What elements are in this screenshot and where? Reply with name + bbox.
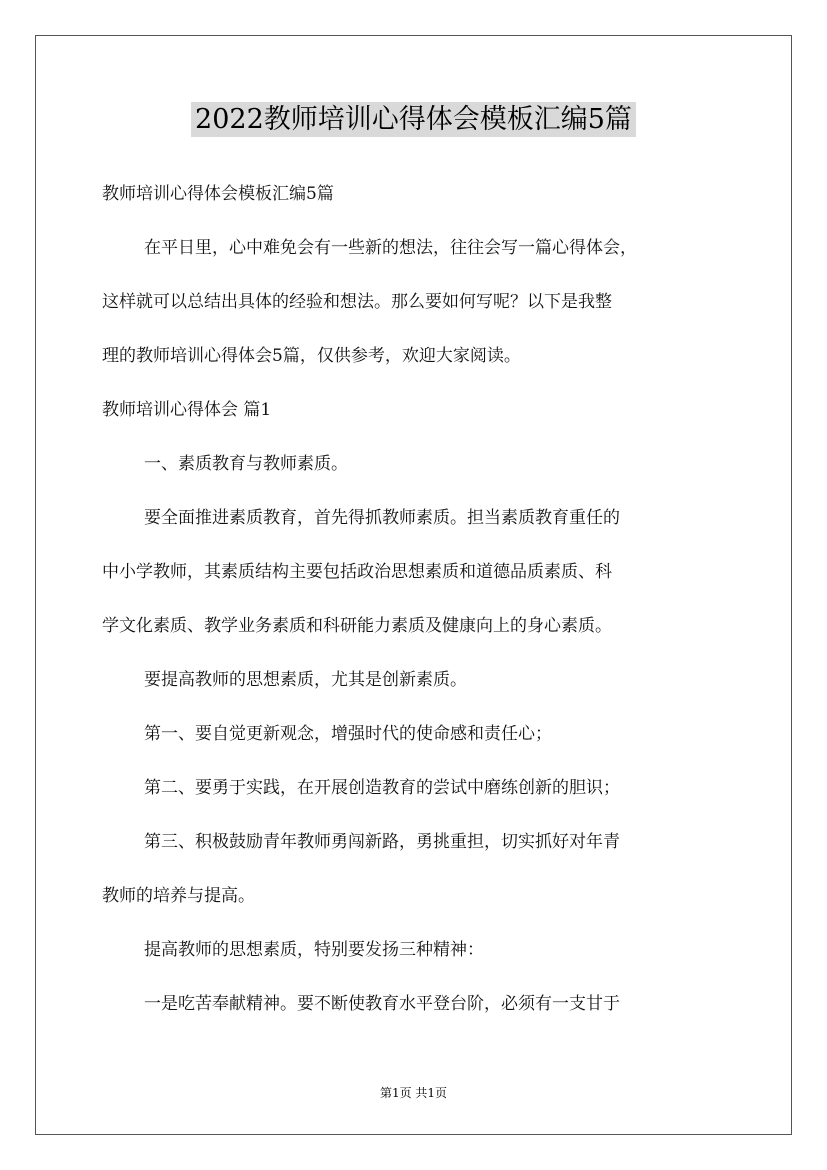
paragraph-line: 一是吃苦奉献精神。要不断使教育水平登台阶，必须有一支甘于 xyxy=(144,994,620,1014)
subtitle-line: 教师培训心得体会模板汇编5篇 xyxy=(102,184,334,204)
paragraph-line: 在平日里，心中难免会有一些新的想法，往往会写一篇心得体会， xyxy=(144,238,637,258)
page-footer: 第1页 共1页 xyxy=(379,1086,448,1100)
paragraph-line: 一、素质教育与教师素质。 xyxy=(144,454,348,474)
paragraph-line: 中小学教师，其素质结构主要包括政治思想素质和道德品质素质、科 xyxy=(102,562,612,582)
paragraph-line: 第一、要自觉更新观念，增强时代的使命感和责任心； xyxy=(144,724,552,744)
paragraph-line: 理的教师培训心得体会5篇，仅供参考，欢迎大家阅读。 xyxy=(102,346,521,366)
paragraph-line: 要提高教师的思想素质，尤其是创新素质。 xyxy=(144,670,467,690)
paragraph-line: 提高教师的思想素质，特别要发扬三种精神： xyxy=(144,940,484,960)
document-title: 2022教师培训心得体会模板汇编5篇 xyxy=(0,100,827,140)
paragraph-line: 要全面推进素质教育，首先得抓教师素质。担当素质教育重任的 xyxy=(144,508,620,528)
paragraph-line: 这样就可以总结出具体的经验和想法。那么要如何写呢？以下是我整 xyxy=(102,292,612,312)
section-heading: 教师培训心得体会 篇1 xyxy=(102,400,272,420)
paragraph-line: 教师的培养与提高。 xyxy=(102,886,255,906)
paragraph-line: 第二、要勇于实践，在开展创造教育的尝试中磨练创新的胆识； xyxy=(144,778,620,798)
paragraph-line: 学文化素质、教学业务素质和科研能力素质及健康向上的身心素质。 xyxy=(102,616,612,636)
paragraph-line: 第三、积极鼓励青年教师勇闯新路，勇挑重担，切实抓好对年青 xyxy=(144,832,620,852)
